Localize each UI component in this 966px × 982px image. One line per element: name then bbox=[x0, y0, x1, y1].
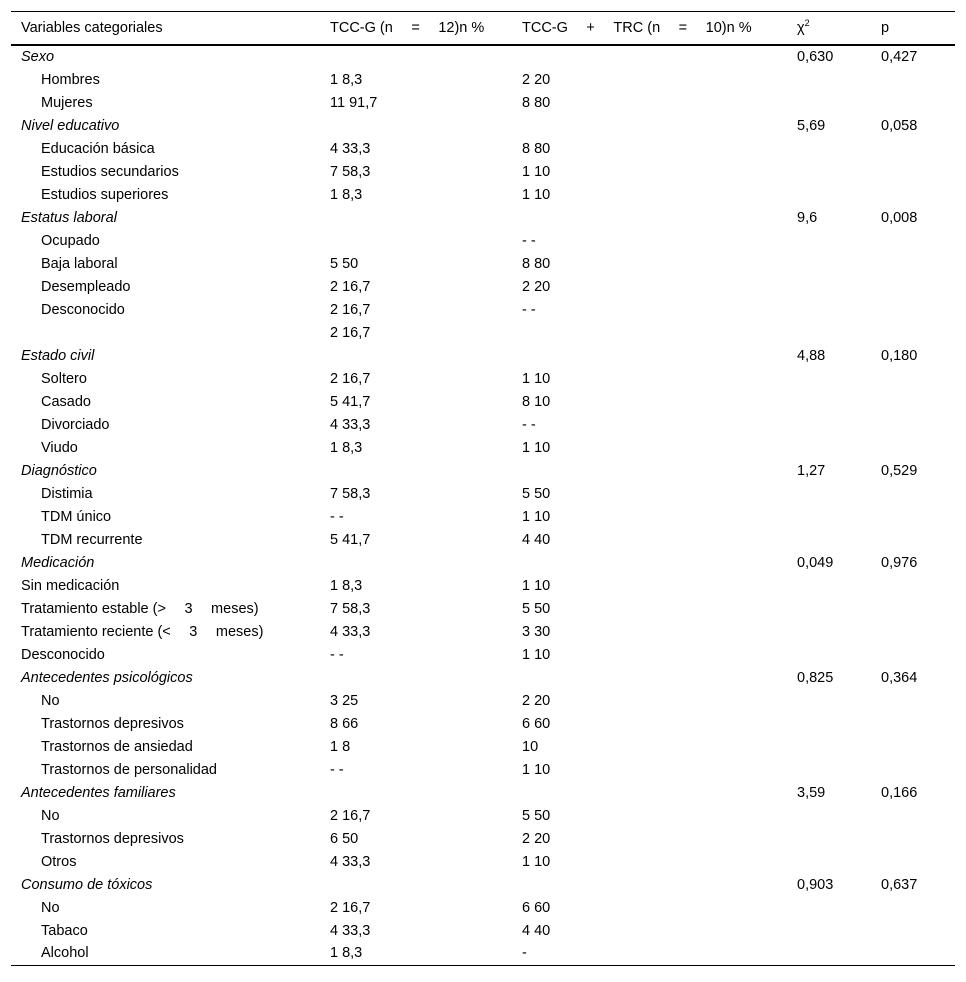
cell-chi-square bbox=[787, 367, 871, 390]
cell-p-value bbox=[871, 91, 955, 114]
cell-tccg-trc: 1 10 bbox=[522, 577, 551, 594]
cell-tccg-trc: 4 40 bbox=[522, 531, 551, 548]
cell-chi-square bbox=[787, 229, 871, 252]
table-row-category bbox=[11, 873, 955, 896]
cell-variable: Estatus laboral bbox=[21, 209, 117, 226]
table-row-category bbox=[11, 666, 955, 689]
table-row bbox=[11, 896, 955, 919]
cell-p-value bbox=[871, 436, 955, 459]
cell-p-value bbox=[871, 367, 955, 390]
table-row bbox=[11, 252, 955, 275]
cell-tccg-trc: 2 20 bbox=[522, 278, 551, 295]
table-row bbox=[11, 321, 955, 344]
cell-variable: No bbox=[41, 692, 60, 709]
table-row-category bbox=[11, 551, 955, 574]
cell-tccg bbox=[320, 873, 512, 896]
cell-tccg-trc bbox=[512, 45, 787, 68]
cell-tccg-trc: 8 10 bbox=[522, 393, 551, 410]
cell-variable: Sexo bbox=[21, 49, 55, 65]
cell-variable: Sin medicación bbox=[21, 577, 120, 594]
cell-tccg: 1 8,3 bbox=[330, 186, 363, 203]
table-row bbox=[11, 275, 955, 298]
cell-p-value bbox=[871, 850, 955, 873]
cell-tccg-trc bbox=[512, 206, 787, 229]
cell-variable bbox=[11, 321, 320, 344]
table-row bbox=[11, 528, 955, 551]
cell-variable: Tratamiento estable (> 3 meses) bbox=[21, 600, 259, 617]
table-row bbox=[11, 160, 955, 183]
cell-tccg-trc: - - bbox=[522, 232, 536, 249]
cell-p-value bbox=[871, 229, 955, 252]
cell-variable: Diagnóstico bbox=[21, 462, 97, 479]
table-row-category bbox=[11, 781, 955, 804]
cell-tccg: 3 25 bbox=[330, 692, 359, 709]
cell-chi-square: 9,6 bbox=[797, 209, 818, 226]
cell-p-value bbox=[871, 735, 955, 758]
header-group-tccg-trc: TCC-G + TRC (n = 10)n % bbox=[522, 20, 752, 36]
cell-tccg: 1 8,3 bbox=[330, 71, 363, 88]
cell-tccg: 2 16,7 bbox=[330, 324, 371, 341]
cell-tccg: 6 50 bbox=[330, 830, 359, 847]
cell-tccg-trc: - - bbox=[522, 416, 536, 433]
cell-p-value bbox=[871, 183, 955, 206]
cell-tccg: 4 33,3 bbox=[330, 922, 371, 939]
cell-tccg bbox=[320, 344, 512, 367]
cell-tccg-trc: 1 10 bbox=[522, 163, 551, 180]
cell-tccg: 4 33,3 bbox=[330, 853, 371, 870]
cell-tccg-trc: 1 10 bbox=[522, 439, 551, 456]
cell-tccg: 1 8 bbox=[330, 738, 351, 755]
categorical-variables-table bbox=[11, 11, 955, 966]
cell-tccg-trc bbox=[512, 114, 787, 137]
cell-variable: TDM recurrente bbox=[41, 531, 143, 548]
cell-tccg-trc bbox=[512, 344, 787, 367]
cell-p-value bbox=[871, 298, 955, 321]
cell-variable: Desconocido bbox=[41, 301, 125, 318]
table-row bbox=[11, 413, 955, 436]
cell-tccg-trc: 2 20 bbox=[522, 830, 551, 847]
cell-chi-square bbox=[787, 160, 871, 183]
cell-tccg: 2 16,7 bbox=[330, 278, 371, 295]
cell-p-value bbox=[871, 160, 955, 183]
cell-tccg-trc: 8 80 bbox=[522, 255, 551, 272]
cell-tccg bbox=[320, 459, 512, 482]
cell-variable: TDM único bbox=[41, 508, 112, 525]
header-variable: Variables categoriales bbox=[21, 20, 163, 36]
cell-variable: Estudios superiores bbox=[41, 186, 169, 203]
cell-variable: Mujeres bbox=[41, 94, 93, 111]
cell-chi-square bbox=[787, 919, 871, 942]
chi-superscript: 2 bbox=[804, 18, 810, 29]
cell-p-value bbox=[871, 758, 955, 781]
cell-variable: Distimia bbox=[41, 485, 93, 502]
cell-variable: No bbox=[41, 899, 60, 916]
table-row bbox=[11, 367, 955, 390]
cell-p-value: 0,529 bbox=[881, 462, 918, 479]
cell-chi-square: 4,88 bbox=[797, 347, 826, 364]
cell-chi-square bbox=[787, 620, 871, 643]
cell-variable: Estudios secundarios bbox=[41, 163, 179, 180]
cell-tccg bbox=[320, 551, 512, 574]
cell-p-value bbox=[871, 919, 955, 942]
cell-variable: Nivel educativo bbox=[21, 117, 120, 134]
table-row bbox=[11, 942, 955, 965]
cell-tccg-trc bbox=[512, 459, 787, 482]
header-p-value: p bbox=[881, 20, 890, 36]
cell-tccg: 1 8,3 bbox=[330, 577, 363, 594]
cell-tccg: 2 16,7 bbox=[330, 807, 371, 824]
cell-chi-square bbox=[787, 896, 871, 919]
cell-variable: Trastornos de ansiedad bbox=[41, 738, 193, 755]
cell-chi-square bbox=[787, 505, 871, 528]
cell-p-value bbox=[871, 275, 955, 298]
cell-variable: Hombres bbox=[41, 71, 100, 88]
cell-tccg-trc: 5 50 bbox=[522, 600, 551, 617]
cell-chi-square bbox=[787, 321, 871, 344]
cell-tccg: 11 91,7 bbox=[330, 94, 378, 111]
cell-p-value bbox=[871, 252, 955, 275]
table-row bbox=[11, 620, 955, 643]
cell-tccg bbox=[320, 206, 512, 229]
cell-p-value: 0,427 bbox=[881, 49, 918, 65]
cell-tccg bbox=[320, 666, 512, 689]
cell-chi-square: 1,27 bbox=[797, 462, 826, 479]
cell-tccg-trc: - - bbox=[522, 301, 536, 318]
cell-tccg: 2 16,7 bbox=[330, 301, 371, 318]
cell-chi-square bbox=[787, 252, 871, 275]
table-row bbox=[11, 505, 955, 528]
cell-p-value bbox=[871, 482, 955, 505]
cell-tccg-trc bbox=[512, 551, 787, 574]
table-row bbox=[11, 827, 955, 850]
cell-chi-square bbox=[787, 597, 871, 620]
table-row bbox=[11, 436, 955, 459]
cell-p-value: 0,166 bbox=[881, 784, 918, 801]
cell-chi-square bbox=[787, 735, 871, 758]
cell-chi-square bbox=[787, 91, 871, 114]
cell-tccg-trc: 2 20 bbox=[522, 71, 551, 88]
cell-tccg: 4 33,3 bbox=[330, 623, 371, 640]
cell-variable: Casado bbox=[41, 393, 91, 410]
table-row bbox=[11, 758, 955, 781]
cell-tccg: 2 16,7 bbox=[330, 370, 371, 387]
cell-chi-square bbox=[787, 436, 871, 459]
cell-tccg bbox=[320, 114, 512, 137]
cell-p-value bbox=[871, 827, 955, 850]
cell-p-value bbox=[871, 804, 955, 827]
cell-tccg-trc: 1 10 bbox=[522, 761, 551, 778]
cell-tccg: 4 33,3 bbox=[330, 416, 371, 433]
cell-tccg: 7 58,3 bbox=[330, 600, 371, 617]
cell-chi-square: 0,903 bbox=[797, 876, 834, 893]
table-row bbox=[11, 390, 955, 413]
cell-tccg-trc: 2 20 bbox=[522, 692, 551, 709]
cell-chi-square bbox=[787, 68, 871, 91]
cell-chi-square: 0,049 bbox=[797, 554, 834, 571]
cell-p-value: 0,058 bbox=[881, 117, 918, 134]
cell-tccg: - - bbox=[330, 761, 344, 778]
cell-p-value bbox=[871, 620, 955, 643]
cell-tccg-trc: 10 bbox=[522, 738, 539, 755]
cell-chi-square bbox=[787, 827, 871, 850]
cell-tccg-trc: 1 10 bbox=[522, 646, 551, 663]
cell-tccg: 5 41,7 bbox=[330, 393, 371, 410]
cell-p-value bbox=[871, 574, 955, 597]
cell-chi-square bbox=[787, 758, 871, 781]
cell-tccg bbox=[320, 45, 512, 68]
cell-variable: Alcohol bbox=[41, 945, 89, 962]
cell-p-value bbox=[871, 137, 955, 160]
cell-tccg-trc: 1 10 bbox=[522, 370, 551, 387]
cell-p-value bbox=[871, 712, 955, 735]
cell-p-value bbox=[871, 505, 955, 528]
cell-tccg-trc: 1 10 bbox=[522, 186, 551, 203]
cell-tccg-trc: 5 50 bbox=[522, 807, 551, 824]
cell-chi-square bbox=[787, 689, 871, 712]
cell-p-value bbox=[871, 390, 955, 413]
cell-variable: Consumo de tóxicos bbox=[21, 876, 153, 893]
cell-tccg: 1 8,3 bbox=[330, 945, 363, 962]
cell-p-value bbox=[871, 643, 955, 666]
table-row-category bbox=[11, 344, 955, 367]
cell-tccg: 5 50 bbox=[330, 255, 359, 272]
table-row bbox=[11, 689, 955, 712]
cell-variable: No bbox=[41, 807, 60, 824]
cell-tccg: 7 58,3 bbox=[330, 163, 371, 180]
cell-chi-square bbox=[787, 942, 871, 965]
cell-variable: Antecedentes psicológicos bbox=[21, 669, 193, 686]
cell-p-value: 0,180 bbox=[881, 347, 918, 364]
cell-tccg-trc: 5 50 bbox=[522, 485, 551, 502]
cell-tccg-trc: 6 60 bbox=[522, 899, 551, 916]
cell-variable: Otros bbox=[41, 853, 77, 870]
cell-chi-square bbox=[787, 413, 871, 436]
cell-p-value bbox=[871, 413, 955, 436]
table-row bbox=[11, 91, 955, 114]
cell-tccg bbox=[320, 781, 512, 804]
cell-p-value: 0,008 bbox=[881, 209, 918, 226]
table-row bbox=[11, 68, 955, 91]
cell-variable: Tabaco bbox=[41, 922, 88, 939]
cell-chi-square bbox=[787, 712, 871, 735]
header-chi-square bbox=[787, 12, 871, 46]
cell-variable: Trastornos depresivos bbox=[41, 830, 184, 847]
cell-tccg: 7 58,3 bbox=[330, 485, 371, 502]
cell-variable: Viudo bbox=[41, 439, 78, 456]
cell-variable: Desempleado bbox=[41, 278, 131, 295]
cell-p-value bbox=[871, 528, 955, 551]
cell-p-value bbox=[871, 896, 955, 919]
cell-p-value bbox=[871, 321, 955, 344]
cell-chi-square bbox=[787, 275, 871, 298]
cell-variable: Trastornos de personalidad bbox=[41, 761, 217, 778]
table-row-category bbox=[11, 459, 955, 482]
cell-tccg-trc: 1 10 bbox=[522, 853, 551, 870]
cell-variable: Educación básica bbox=[41, 140, 155, 157]
cell-p-value: 0,364 bbox=[881, 669, 918, 686]
cell-chi-square: 5,69 bbox=[797, 117, 826, 134]
cell-chi-square bbox=[787, 298, 871, 321]
cell-p-value bbox=[871, 942, 955, 965]
cell-tccg-trc: 8 80 bbox=[522, 140, 551, 157]
cell-chi-square bbox=[787, 850, 871, 873]
cell-tccg-trc bbox=[512, 781, 787, 804]
table-header bbox=[11, 12, 955, 46]
cell-chi-square: 0,825 bbox=[797, 669, 834, 686]
cell-variable: Ocupado bbox=[41, 232, 100, 249]
cell-tccg-trc: 8 80 bbox=[522, 94, 551, 111]
cell-tccg: - - bbox=[330, 508, 344, 525]
cell-tccg-trc: - bbox=[522, 945, 527, 962]
cell-variable: Soltero bbox=[41, 370, 87, 387]
cell-tccg-trc: 1 10 bbox=[522, 508, 551, 525]
table-row bbox=[11, 482, 955, 505]
cell-variable: Tratamiento reciente (< 3 meses) bbox=[21, 623, 264, 640]
table-row bbox=[11, 298, 955, 321]
cell-tccg bbox=[320, 229, 512, 252]
cell-chi-square: 0,630 bbox=[797, 49, 834, 65]
cell-chi-square bbox=[787, 390, 871, 413]
cell-variable: Desconocido bbox=[21, 646, 105, 663]
cell-p-value bbox=[871, 597, 955, 620]
cell-tccg-trc: 3 30 bbox=[522, 623, 551, 640]
table-container bbox=[11, 11, 955, 966]
cell-chi-square bbox=[787, 804, 871, 827]
cell-tccg: - - bbox=[330, 646, 344, 663]
cell-tccg: 5 41,7 bbox=[330, 531, 371, 548]
cell-chi-square bbox=[787, 482, 871, 505]
table-row bbox=[11, 229, 955, 252]
cell-tccg: 4 33,3 bbox=[330, 140, 371, 157]
cell-tccg-trc: 4 40 bbox=[522, 922, 551, 939]
cell-tccg-trc bbox=[512, 873, 787, 896]
cell-tccg-trc bbox=[512, 666, 787, 689]
table-row bbox=[11, 919, 955, 942]
header-row bbox=[11, 12, 955, 46]
cell-tccg: 8 66 bbox=[330, 715, 359, 732]
chi-symbol: χ bbox=[797, 20, 805, 36]
cell-tccg-trc bbox=[512, 321, 787, 344]
cell-chi-square bbox=[787, 574, 871, 597]
table-row bbox=[11, 574, 955, 597]
table-row bbox=[11, 643, 955, 666]
cell-tccg-trc: 6 60 bbox=[522, 715, 551, 732]
cell-variable: Medicación bbox=[21, 554, 95, 571]
header-group-tccg: TCC-G (n = 12)n % bbox=[330, 20, 485, 36]
cell-chi-square bbox=[787, 528, 871, 551]
cell-tccg: 1 8,3 bbox=[330, 439, 363, 456]
cell-p-value bbox=[871, 689, 955, 712]
cell-chi-square: 3,59 bbox=[797, 784, 826, 801]
cell-p-value: 0,637 bbox=[881, 876, 918, 893]
table-row bbox=[11, 804, 955, 827]
cell-p-value: 0,976 bbox=[881, 554, 918, 571]
cell-variable: Antecedentes familiares bbox=[21, 784, 176, 801]
cell-chi-square bbox=[787, 643, 871, 666]
table-row bbox=[11, 712, 955, 735]
cell-tccg: 2 16,7 bbox=[330, 899, 371, 916]
cell-chi-square bbox=[787, 183, 871, 206]
cell-variable: Divorciado bbox=[41, 416, 110, 433]
table-row bbox=[11, 735, 955, 758]
cell-p-value bbox=[871, 68, 955, 91]
table-body bbox=[11, 45, 955, 965]
cell-variable: Estado civil bbox=[21, 347, 95, 364]
table-row-category bbox=[11, 45, 955, 68]
cell-chi-square bbox=[787, 137, 871, 160]
table-row bbox=[11, 597, 955, 620]
table-row bbox=[11, 850, 955, 873]
table-row-category bbox=[11, 206, 955, 229]
table-row bbox=[11, 183, 955, 206]
table-row bbox=[11, 137, 955, 160]
cell-variable: Trastornos depresivos bbox=[41, 715, 184, 732]
table-row-category bbox=[11, 114, 955, 137]
cell-variable: Baja laboral bbox=[41, 255, 118, 272]
